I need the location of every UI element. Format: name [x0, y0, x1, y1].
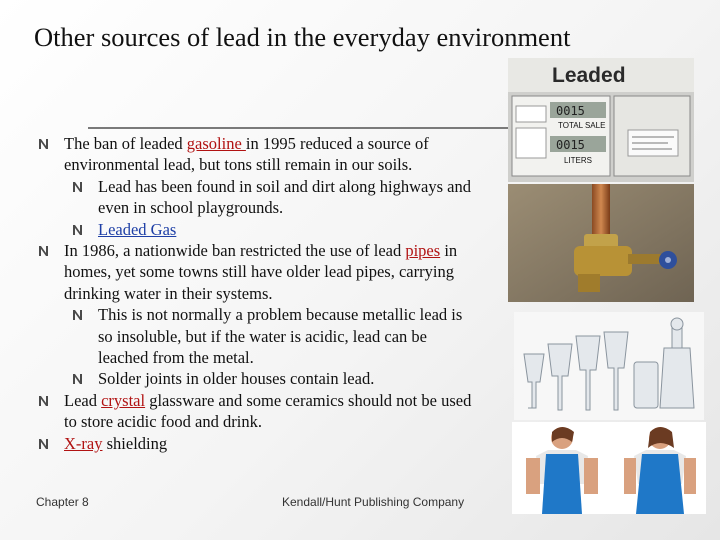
footer-chapter: Chapter 8 — [36, 495, 89, 509]
n-glyph-bullet-icon — [72, 373, 83, 385]
bullet-text-segment: in homes, yet some towns still have older lead pipes, carrying drinking water in their systems. — [64, 241, 458, 303]
pump-liters-label: LITERS — [564, 156, 593, 165]
sub-bullet-item — [72, 176, 478, 219]
bullet-list — [38, 133, 478, 454]
gas-pump-photo — [508, 58, 694, 182]
xray-apron-photo — [512, 422, 706, 514]
pipe-valve-image — [508, 184, 694, 302]
bullet-text-segment: shielding — [102, 433, 168, 453]
bullet-text-segment: Solder joints in older houses contain lead. — [98, 369, 375, 389]
hyperlink[interactable]: gasoline — [186, 134, 246, 153]
hyperlink[interactable]: crystal — [101, 390, 146, 410]
crystal-glassware-photo — [514, 312, 704, 420]
bullet-text — [98, 177, 471, 217]
bullet-item — [38, 240, 478, 304]
bullet-text — [64, 134, 429, 174]
hyperlink[interactable]: Leaded Gas — [98, 219, 177, 239]
pump-sign-text: Leaded — [552, 64, 626, 87]
xray-apron-image — [512, 422, 706, 514]
n-glyph-bullet-icon — [72, 181, 83, 193]
slide-title: Other sources of lead in the everyday environment — [34, 22, 571, 52]
bullet-text-segment: This is not normally a problem because metallic lead is so insoluble, but if the water is acidic, lead can be leached from the metal. — [98, 305, 463, 368]
pump-bottom-readout: 0015 — [556, 138, 585, 152]
hyperlink[interactable]: X-ray — [64, 433, 103, 453]
gas-pump-image — [508, 58, 694, 182]
crystal-image — [514, 312, 704, 420]
bullet-text-segment: glassware and some ceramics should not be used to store acidic food and drink. — [64, 390, 472, 432]
bullet-text — [98, 220, 176, 239]
bullet-text — [64, 241, 457, 303]
sub-bullet-item — [72, 304, 478, 368]
n-glyph-bullet-icon — [38, 438, 49, 450]
bullet-item — [38, 433, 478, 454]
bullet-item — [38, 133, 478, 176]
bullet-item — [38, 390, 478, 433]
bullet-text — [64, 391, 471, 431]
bullet-text — [98, 369, 374, 388]
title-divider — [88, 127, 508, 129]
bullet-text — [64, 434, 167, 453]
n-glyph-bullet-icon — [72, 309, 83, 321]
pump-top-readout: 0015 — [556, 104, 585, 118]
pump-total-label: TOTAL SALE — [558, 121, 606, 130]
lead-pipe-photo — [508, 184, 694, 302]
bullet-text — [98, 305, 462, 367]
n-glyph-bullet-icon — [72, 224, 83, 236]
sub-bullet-item — [72, 368, 478, 389]
hyperlink[interactable]: pipes — [405, 241, 441, 261]
n-glyph-bullet-icon — [38, 138, 49, 150]
n-glyph-bullet-icon — [38, 395, 49, 407]
sub-bullet-item — [72, 219, 478, 240]
bullet-text-segment: The ban of leaded — [64, 134, 187, 153]
bullet-text-segment: Lead has been found in soil and dirt along highways and even in school playgrounds. — [98, 176, 471, 218]
bullet-text-segment: Lead — [64, 390, 102, 410]
footer-publisher: Kendall/Hunt Publishing Company — [282, 495, 465, 509]
bullet-text-segment: In 1986, a nationwide ban restricted the use of lead — [64, 241, 406, 261]
bullet-text-segment: in 1995 reduced a source of environmental lead, but tons still remain in our soils. — [64, 134, 429, 175]
n-glyph-bullet-icon — [38, 245, 49, 257]
